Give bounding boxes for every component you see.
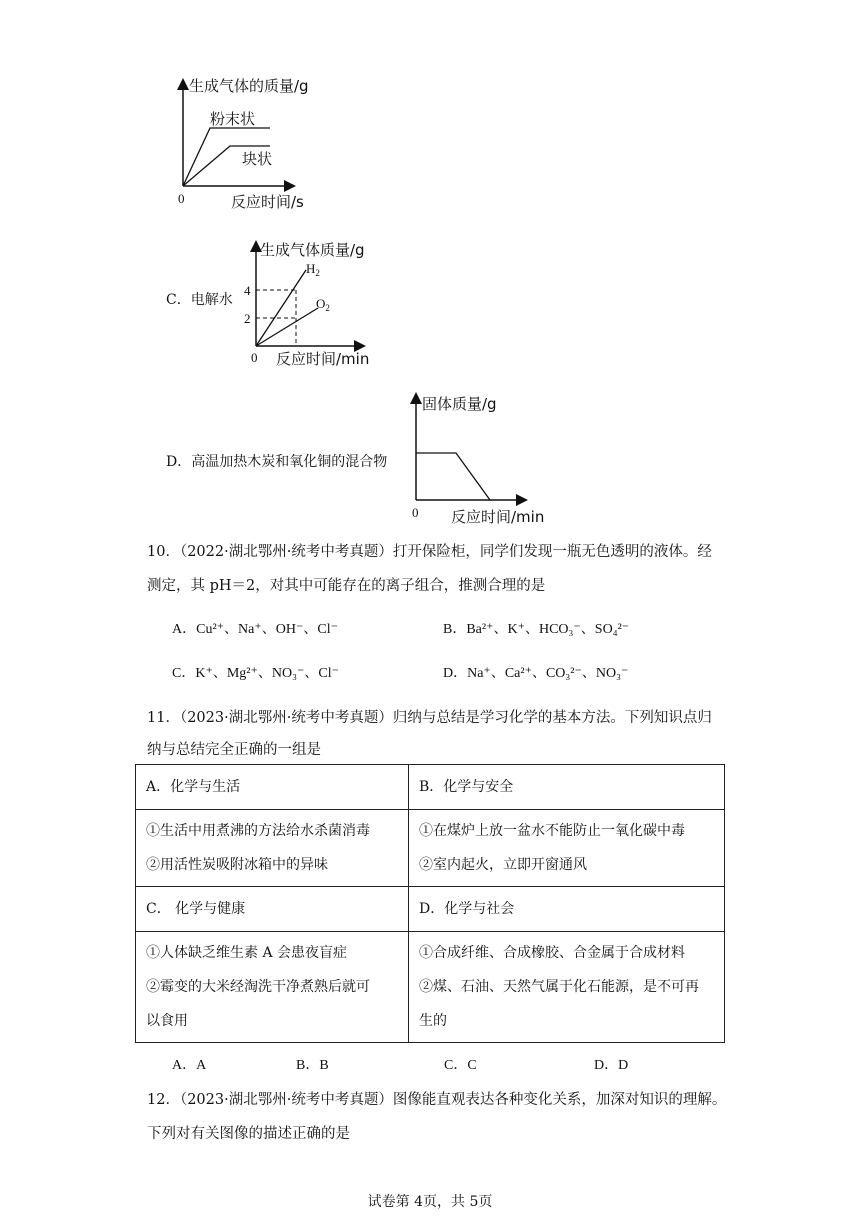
- option-c-label: C．电解水: [166, 292, 233, 308]
- table-b-item-2: ②室内起火，立即开窗通风: [419, 857, 587, 873]
- q11-option-a: A．A: [172, 1058, 207, 1073]
- table-a-item-1: ①生活中用煮沸的方法给水杀菌消毒: [146, 823, 370, 839]
- q10-option-b: B．Ba²⁺、K⁺、HCO₃⁻、SO₄²⁻: [443, 622, 630, 637]
- graph-d-xlabel: 反应时间/min: [451, 508, 545, 526]
- table-cell-a-head: A．化学与生活: [136, 765, 409, 810]
- q10-option-c: C．K⁺、Mg²⁺、NO₃⁻、Cl⁻: [172, 666, 339, 681]
- graph-c-svg: [238, 238, 378, 368]
- graph-d: [408, 390, 558, 530]
- table-c-item-1: ①人体缺乏维生素 A 会患夜盲症: [146, 945, 348, 961]
- graph-c-tick-2: 2: [244, 311, 251, 326]
- page-footer: 试卷第 4页，共 5页: [367, 1194, 493, 1210]
- q10-option-a: A．Cu²⁺、Na⁺、OH⁻、Cl⁻: [172, 622, 338, 637]
- q10-stem-line2: 测定，其 pH＝2，对其中可能存在的离子组合，推测合理的是: [147, 578, 546, 594]
- graph-d-line: [416, 453, 490, 500]
- table-a-item-2: ②用活性炭吸附冰箱中的异味: [146, 857, 328, 873]
- q11-option-c: C．C: [444, 1058, 477, 1073]
- q12-stem-line2: 下列对有关图像的描述正确的是: [147, 1126, 350, 1142]
- table-b-item-1: ①在煤炉上放一盆水不能防止一氧化碳中毒: [419, 823, 685, 839]
- graph-d-svg: [408, 390, 558, 530]
- q11-option-b: B．B: [296, 1058, 329, 1073]
- graph-c-line-o2: [256, 308, 318, 346]
- graph-d-origin: 0: [412, 505, 419, 520]
- graph-c-tick-4: 4: [244, 283, 251, 298]
- graph-c-label-o2: $O_2$: [316, 296, 330, 313]
- graph-b-ylabel: 生成气体的质量/g: [189, 77, 309, 95]
- table-cell-b-body: [409, 810, 725, 887]
- q11-option-d: D．D: [594, 1058, 629, 1073]
- q12-stem-line1: 12．（2023·湖北鄂州·统考中考真题）图像能直观表达各种变化关系，加深对知识的理解。: [147, 1092, 727, 1108]
- table-cell-b-head: B．化学与安全: [409, 765, 725, 810]
- q10-stem-line1: 10．（2022·湖北鄂州·统考中考真题）打开保险柜，同学们发现一瓶无色透明的液体。经: [147, 544, 712, 560]
- table-d-item-2-cont: 生的: [419, 1013, 447, 1029]
- table-cell-c-body: [136, 932, 409, 1043]
- table-cell-d-body: [409, 932, 725, 1043]
- graph-b-origin: 0: [178, 191, 185, 206]
- graph-c-xlabel: 反应时间/min: [276, 350, 370, 368]
- graph-c-label-h2: $H_2$: [306, 261, 320, 278]
- graph-c: [238, 238, 378, 368]
- q11-stem-line2: 纳与总结完全正确的一组是: [147, 742, 321, 758]
- graph-c-line-h2: [256, 270, 306, 346]
- table-c-item-2-cont: 以食用: [146, 1013, 188, 1029]
- table-cell-d-head: D．化学与社会: [409, 887, 725, 932]
- table-c-item-2: ②霉变的大米经淘洗干净煮熟后就可: [146, 979, 370, 995]
- graph-b-label-block: 块状: [242, 150, 273, 168]
- table-d-item-1: ①合成纤维、合成橡胶、合金属于合成材料: [419, 945, 685, 961]
- graph-b: [170, 72, 320, 212]
- graph-c-ylabel: 生成气体质量/g: [260, 241, 365, 259]
- table-cell-c-head: C． 化学与健康: [136, 887, 409, 932]
- q11-stem-line1: 11．（2023·湖北鄂州·统考中考真题）归纳与总结是学习化学的基本方法。下列知识点归: [147, 710, 712, 726]
- graph-d-ylabel: 固体质量/g: [422, 395, 497, 413]
- table-d-item-2: ②煤、石油、天然气属于化石能源，是不可再: [419, 979, 699, 995]
- graph-b-svg: [170, 72, 320, 212]
- graph-b-label-powder: 粉末状: [210, 110, 256, 128]
- graph-c-origin: 0: [251, 350, 258, 365]
- table-cell-a-body: [136, 810, 409, 887]
- q10-option-d: D．Na⁺、Ca²⁺、CO₃²⁻、NO₃⁻: [443, 666, 629, 681]
- option-d-label: D．高温加热木炭和氧化铜的混合物: [166, 454, 388, 470]
- graph-b-xlabel: 反应时间/s: [231, 193, 304, 211]
- q11-knowledge-table: [135, 764, 725, 1043]
